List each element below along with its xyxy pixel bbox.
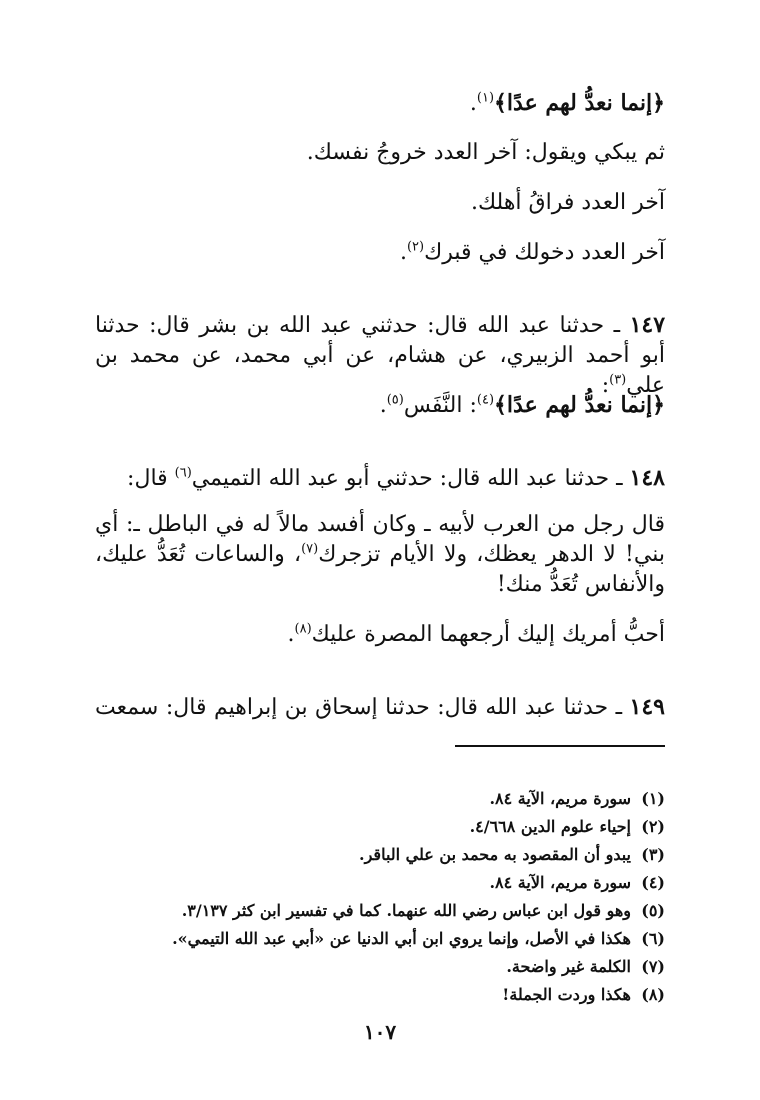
footnote-ref: (٢) (406, 239, 425, 255)
verse-mid-tail: : النَّفَس (403, 393, 477, 418)
footnote-3 (85, 841, 665, 869)
section-text: ـ حدثنا عبد الله قال: حدثنا إسحاق بن إبراهيم قال: سمعت (95, 695, 623, 720)
line-top-3 (400, 238, 665, 268)
footnote-8 (85, 981, 665, 1009)
footnote-number: (٥) (641, 901, 665, 920)
footnote-ref: (٧) (301, 541, 319, 557)
ornate-bracket-open: ﴿ (652, 392, 665, 418)
verse-mid-line (380, 390, 665, 421)
footnote-ref: (٦) (174, 465, 192, 481)
line-text: أحبُّ أمريك إليك أرجعهما المصرة عليك (311, 622, 665, 647)
footnote-text: الكلمة غير واضحة. (506, 957, 631, 976)
footnote-text: يبدو أن المقصود به محمد بن علي الباقر. (359, 845, 631, 864)
line-148b (288, 620, 666, 650)
ornate-bracket-open: ﴿ (652, 90, 665, 116)
footnote-text: وهو قول ابن عباس رضي الله عنهما. كما في تفسير ابن كثر ٣/١٣٧. (181, 901, 631, 920)
footnote-ref: (٣) (609, 372, 627, 388)
section-text: ـ حدثنا عبد الله قال: حدثني أبو عبد الله التميمي (191, 466, 623, 491)
footnote-number: (٨) (641, 985, 665, 1004)
section-tail: قال: (127, 466, 175, 491)
footnote-text: سورة مريم، الآية ٨٤. (489, 789, 631, 808)
period: . (469, 91, 477, 116)
footnote-4 (85, 869, 665, 897)
section-149 (95, 692, 665, 723)
ornate-bracket-close: ﴾ (494, 392, 507, 418)
footnote-text: سورة مريم، الآية ٨٤. (489, 873, 631, 892)
footnote-7 (85, 953, 665, 981)
footnote-ref: (٥) (386, 392, 404, 408)
paragraph-text-1: قال رجل من العرب لأبيه ـ وكان أفسد مالاً له في الباطل ـ: أي بني! لا الدهر يعظك، ولا الأيام تزجرك (95, 512, 665, 567)
footnote-number: (٢) (641, 817, 665, 836)
line-text: آخر العدد فراقُ أهلك. (471, 190, 665, 215)
footnote-text: هكذا وردت الجملة! (502, 985, 631, 1004)
footnote-2 (85, 813, 665, 841)
footnote-ref: (١) (476, 90, 495, 106)
footnote-text: إحياء علوم الدين ٤/٦٦٨. (469, 817, 631, 836)
paragraph-text-2: ، والساعات تُعَدُّ عليك، والأنفاس تُعَدُّ منك! (95, 542, 665, 597)
footnote-number: (٦) (641, 929, 665, 948)
footnote-ref: (٨) (294, 621, 312, 637)
paragraph-148 (95, 510, 665, 600)
line-text: آخر العدد دخولك في قبرك (424, 240, 665, 265)
section-tail: : (601, 373, 610, 398)
verse-mid-text: إنما نعدُّ لهم عدًا (506, 392, 653, 418)
page-number: ١٠٧ (363, 1020, 397, 1044)
footnote-divider (455, 745, 665, 747)
footnote-6 (85, 925, 665, 953)
period: . (399, 240, 407, 265)
line-top-1 (307, 138, 665, 168)
footnote-1 (85, 785, 665, 813)
section-number: ١٤٧ (629, 312, 666, 338)
ornate-bracket-close: ﴾ (494, 90, 507, 116)
footnote-number: (١) (641, 789, 665, 808)
section-number: ١٤٩ (629, 694, 665, 720)
footnote-text: هكذا في الأصل، وإنما يروي ابن أبي الدنيا عن «أبي عبد الله التيمي». (172, 929, 631, 948)
section-text: ـ حدثنا عبد الله قال: حدثني عبد الله بن بشر قال: حدثنا أبو أحمد الزبيري، عن هشام، عن أبي محمد، عن محمد بن علي (95, 313, 665, 398)
section-number: ١٤٨ (629, 465, 665, 491)
footnote-number: (٤) (641, 873, 665, 892)
footnote-ref: (٤) (476, 392, 495, 408)
line-text: ثم يبكي ويقول: آخر العدد خروجُ نفسك. (306, 140, 665, 165)
footnote-number: (٧) (641, 957, 665, 976)
footnote-5 (85, 897, 665, 925)
verse-top-line (470, 88, 665, 119)
verse-top-text: إنما نعدُّ لهم عدًا (506, 90, 653, 116)
line-top-2 (471, 188, 665, 218)
section-148 (127, 463, 665, 494)
period: . (287, 622, 295, 647)
section-147 (95, 310, 665, 401)
footnote-number: (٣) (641, 845, 665, 864)
period: . (379, 393, 387, 418)
